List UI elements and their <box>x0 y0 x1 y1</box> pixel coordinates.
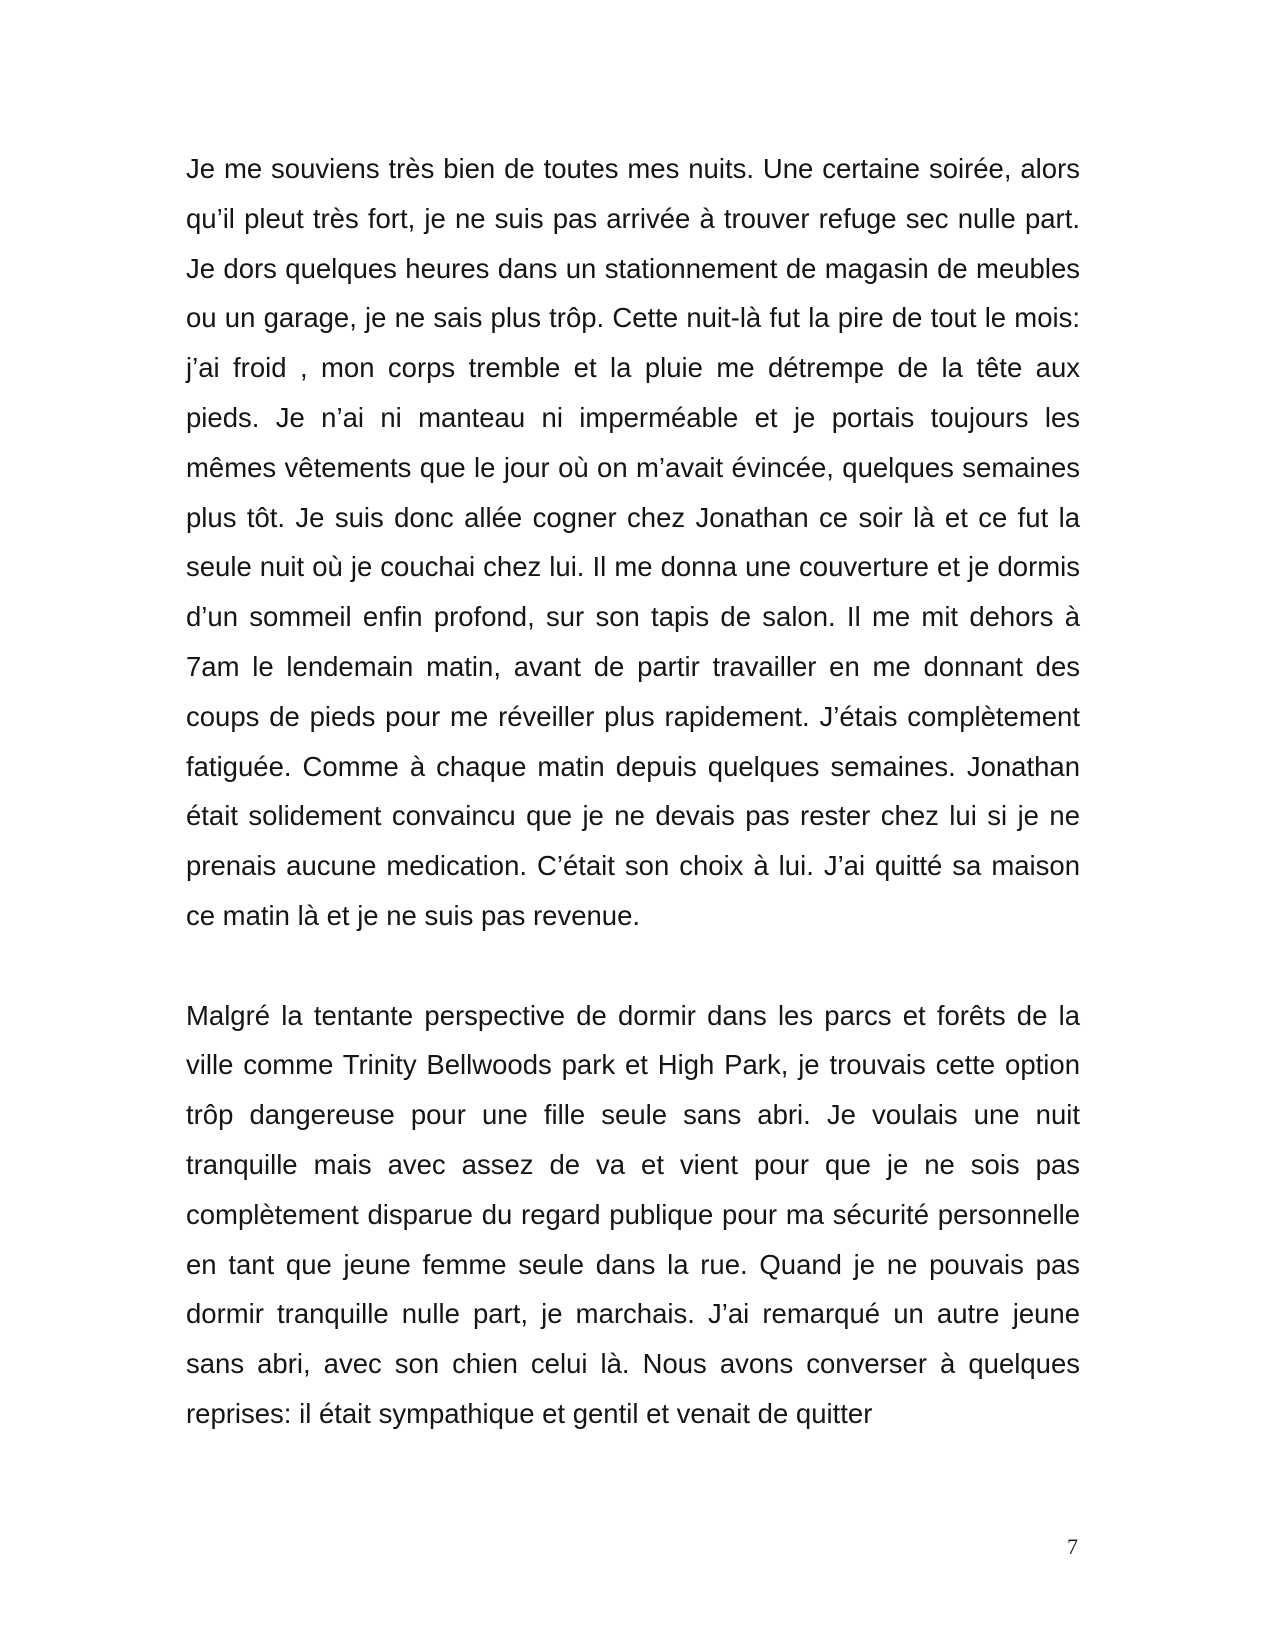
page-number: 7 <box>1067 1534 1078 1559</box>
paragraph-2: Malgré la tentante perspective de dormir dans les parcs et forêts de la ville comme Trinity Bellwoods park et High Park, je trouvais cette option trôp dangereuse pour une fille seule sans abri. Je voulais une nuit tranquille mais avec assez de va et vient pour que je ne sois pas complètement disparue du regard publique pour ma sécurité personnelle en tant que jeune femme seule dans la rue. Quand je ne pouvais pas dormir tranquille nulle part, je marchais. J’ai remarqué un autre jeune sans abri, avec son chien celui là. Nous avons converser à quelques reprises: il était sympathique et gentil et venait de quitter <box>186 999 1080 1429</box>
paragraph-1: Je me souviens très bien de toutes mes nuits. Une certaine soirée, alors qu’il pleut très fort, je ne suis pas arrivée à trouver refuge sec nulle part. Je dors quelques heures dans un stationnement de magasin de meubles ou un garage, je ne sais plus trôp. Cette nuit-là fut la pire de tout le mois: j’ai froid , mon corps tremble et la pluie me détrempe de la tête aux pieds. Je n’ai ni manteau ni imperméable et je portais toujours les mêmes vêtements que le jour où on m’avait évincée, quelques semaines plus tôt. Je suis donc allée cogner chez Jonathan ce soir là et ce fut la seule nuit où je couchai chez lui. Il me donna une couverture et je dormis d’un sommeil enfin profond, sur son tapis de salon. Il me mit dehors à 7am le lendemain matin, avant de partir travailler en me donnant des coups de pieds pour me réveiller plus rapidement. J’étais complètement fatiguée. Comme à chaque matin depuis quelques semaines. Jonathan était solidement convaincu que je ne devais pas rester chez lui si je ne prenais aucune medication. C’était son choix à lui. J’ai quitté sa maison ce matin là et je ne suis pas revenue. <box>186 153 1080 931</box>
body-text <box>186 144 1080 1439</box>
